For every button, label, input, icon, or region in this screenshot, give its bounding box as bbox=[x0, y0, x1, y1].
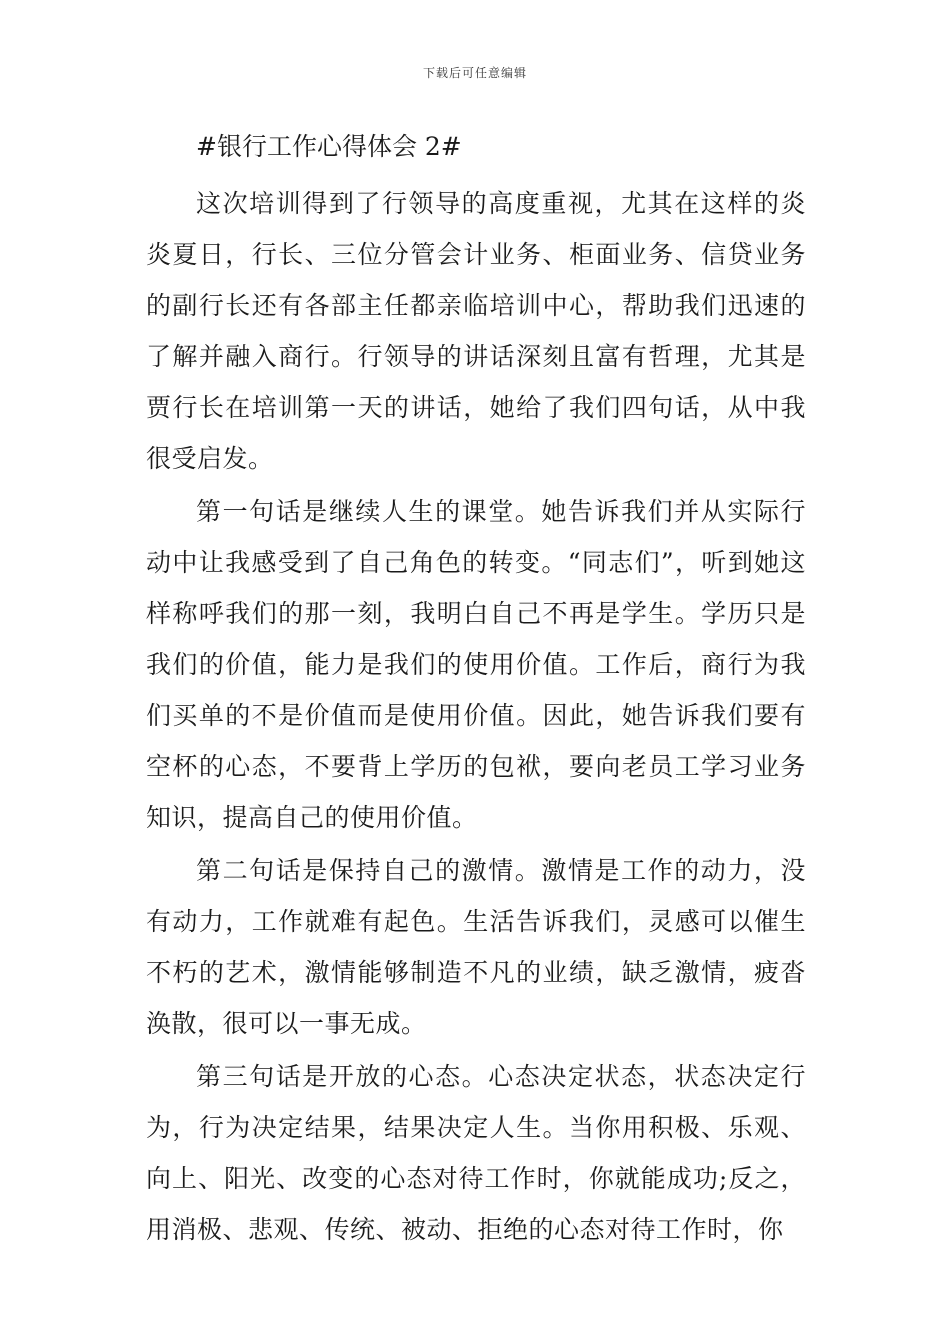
paragraph-2: 第一句话是继续人生的课堂。她告诉我们并从实际行动中让我感受到了自己角色的转变。“同志们”，听到她这样称呼我们的那一刻，我明白自己不再是学生。学历只是我们的价值，能力是我们的使用价值。工作后，商行为我们买单的不是价值而是使用价值。因此，她告诉我们要有空杯的心态，不要背上学历的包袱，要向老员工学习业务知识，提高自己的使用价值。 bbox=[146, 497, 806, 832]
document-title: #银行工作心得体会 2# bbox=[196, 132, 462, 161]
page-header: 下载后可任意编辑 bbox=[422, 66, 527, 80]
paragraph-4: 第三句话是开放的心态。心态决定状态，状态决定行为，行为决定结果，结果决定人生。当你用积极、乐观、向上、阳光、改变的心态对待工作时，你就能成功;反之，用消极、悲观、传统、被动、拒绝的心态对待工作时，你 bbox=[146, 1062, 806, 1244]
document-body bbox=[146, 122, 806, 1257]
paragraph-1: 这次培训得到了行领导的高度重视，尤其在这样的炎炎夏日，行长、三位分管会计业务、柜面业务、信贷业务的副行长还有各部主任都亲临培训中心，帮助我们迅速的了解并融入商行。行领导的讲话深刻且富有哲理，尤其是贾行长在培训第一天的讲话，她给了我们四句话，从中我很受启发。 bbox=[146, 189, 806, 473]
paragraph-3: 第二句话是保持自己的激情。激情是工作的动力，没有动力，工作就难有起色。生活告诉我们，灵感可以催生不朽的艺术，激情能够制造不凡的业绩，缺乏激情，疲沓涣散，很可以一事无成。 bbox=[146, 856, 806, 1038]
